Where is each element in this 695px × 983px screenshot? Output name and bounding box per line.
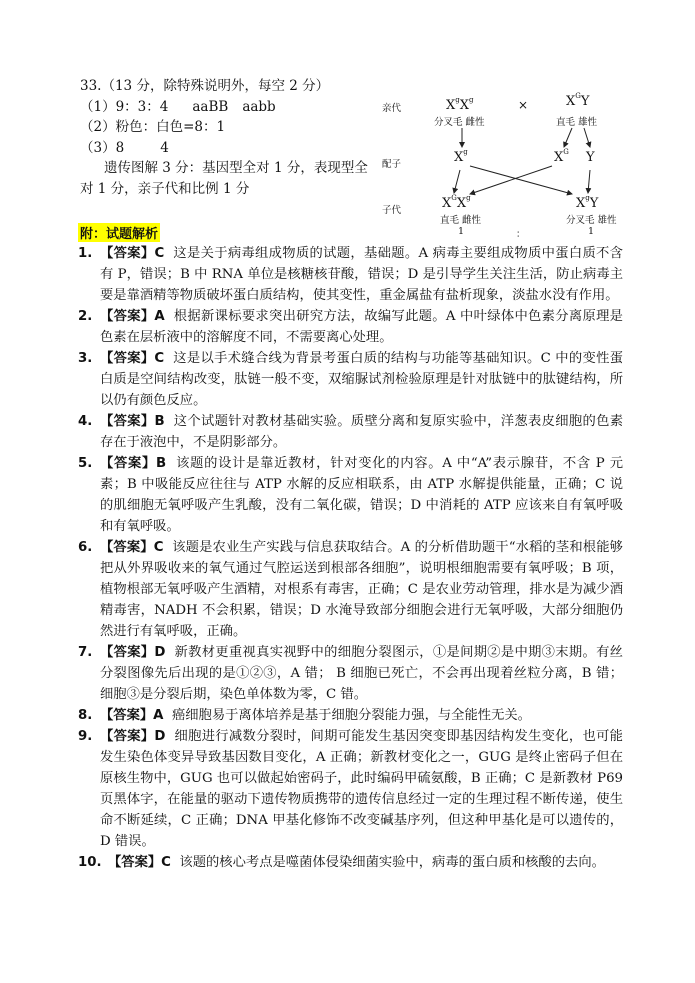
gamete-xg: $X^g$	[454, 148, 468, 165]
arrow-p2-gamete-left	[564, 128, 572, 147]
parent1-phenotype: 分叉毛 雌性	[434, 117, 485, 128]
answer-explanations	[78, 243, 623, 873]
answer-item: 1. 【答案】C 这是关于病毒组成物质的试题，基础题。A 病毒主要组成物质中蛋白质不含有 P，错误；B 中 RNA 单位是核糖核苷酸，错误；D 是引导学生关注生活，防止病毒主要是靠酒精等物质破坏蛋白质结构，使其变性，重金属盐有盐析现象，淡盐水没有作用。	[78, 246, 623, 303]
ratio-left: 1	[458, 226, 465, 237]
parent1-genotype: $X^gX^g$	[446, 96, 474, 113]
answer-item: 9. 【答案】D 细胞进行减数分裂时，间期可能发生基因突变即基因结构发生变化，也可能发生染色体变异导致基因数目变化，A 正确；新教材变化之一，GUG 是终止密码子但在原核生物中，GUG 也可以做起始密码子，此时编码甲硫氨酸，B 正确；C 是新教材 P69 页黑体字，在能量的驱动下遗传物质携带的遗传信息经过一定的生理过程不断传递，使生命不断延续，C 正确；DNA 甲基化修饰不改变碱基序列，但这种甲基化是可以遗传的，D 错误。	[78, 729, 623, 849]
answer-item: 4. 【答案】B 这个试题针对教材基础实验。质壁分离和复原实验中，洋葱表皮细胞的色素存在于液泡中，不是阴影部分。	[78, 414, 623, 450]
label-parent: 亲代	[382, 103, 402, 114]
q33-header: 33.（13 分，除特殊说明外，每空 2 分）	[80, 78, 330, 94]
offspring1-genotype: $X^GX^g$	[442, 194, 471, 211]
q33-part3: （3）8 4	[80, 139, 169, 156]
q33-part1: （1）9：3：4 aaBB aabb	[80, 98, 276, 115]
arrow-gamete-o2-right	[588, 170, 590, 193]
cross-sign: ×	[518, 98, 529, 112]
offspring1-phenotype: 直毛 雌性	[440, 215, 482, 226]
arrow-gamete-o1-left	[454, 170, 460, 193]
answer-item: 3. 【答案】C 这是以手术缝合线为背景考蛋白质的结构与功能等基础知识。C 中的变性蛋白质是空间结构改变，肽链一般不变，双缩脲试剂检验原理是针对肽链中的肽键结构，所以仍有颜色反应。	[78, 351, 623, 408]
offspring2-genotype: $X^gY$	[576, 194, 599, 211]
offspring2-phenotype: 分叉毛 雄性	[566, 215, 617, 226]
arrow-p2-gamete-right	[584, 128, 590, 147]
answer-item: 5. 【答案】B 该题的设计是靠近教材，针对变化的内容。A 中“A”表示腺苷，不含 P 元素；B 中吸能反应往往与 ATP 水解的反应相联系，由 ATP 水解提供能量，正确；C 说的肌细胞无氧呼吸产生乳酸，没有二氧化碳，错误；D 中消耗的 ATP 应该来自有氧呼吸和有氧呼吸。	[78, 456, 623, 534]
question-33-answer	[80, 76, 380, 199]
parent2-phenotype: 直毛 雄性	[556, 117, 598, 128]
q33-note-line1: 遗传图解 3 分：基因型全对 1 分，表现型全	[104, 160, 368, 176]
ratio-right: 1	[588, 226, 595, 237]
answer-item: 10. 【答案】C 该题的核心考点是噬菌体侵染细菌实验中，病毒的蛋白质和核酸的去向。	[78, 855, 605, 870]
genetic-cross-diagram	[380, 92, 640, 242]
q33-part2: （2）粉色：白色=8：1	[80, 119, 226, 135]
ratio-colon: ：	[516, 229, 526, 240]
gamete-y: Y	[586, 150, 595, 165]
answer-item: 6. 【答案】C 该题是农业生产实践与信息获取结合。A 的分析借助题干“水稻的茎和根能够把从外界吸收来的氧气通过气腔运送到根部各细胞”，说明根细胞需要有氧呼吸；B 项，植物根部无氧呼吸产生酒精，对根系有毒害，正确；C 是农业劳动管理，排水是为减少酒精毒害，NADH 不会积累，错误；D 水淹导致部分细胞会进行无氧呼吸，大部分细胞仍然进行有氧呼吸，正确。	[78, 540, 623, 639]
parent2-genotype: $X^GY$	[566, 92, 590, 109]
answer-item: 8. 【答案】A 癌细胞易于离体培养是基于细胞分裂能力强，与全能性无关。	[78, 708, 531, 723]
label-gamete: 配子	[382, 159, 402, 170]
q33-note-line2: 对 1 分，亲子代和比例 1 分	[80, 180, 250, 197]
label-offspring: 子代	[382, 205, 402, 216]
arrow-gamete-o2-left	[470, 166, 572, 194]
answer-item: 7. 【答案】D 新教材更重视真实视野中的细胞分裂图示，①是间期②是中期③末期。有丝分裂图像先后出现的是①②③，A 错； B 细胞已死亡，不会再出现着丝粒分离，B 错；细胞③是分裂后期，染色单体数为零，C 错。	[78, 645, 623, 702]
answer-item: 2. 【答案】A 根据新课标要求突出研究方法，故编写此题。A 中叶绿体中色素分离原理是色素在层析液中的溶解度不同，不需要离心处理。	[78, 309, 623, 345]
appendix-title: 附：试题解析	[78, 223, 160, 242]
gamete-xG: $X^G$	[554, 148, 569, 165]
arrow-gamete-o1-right	[470, 166, 552, 194]
